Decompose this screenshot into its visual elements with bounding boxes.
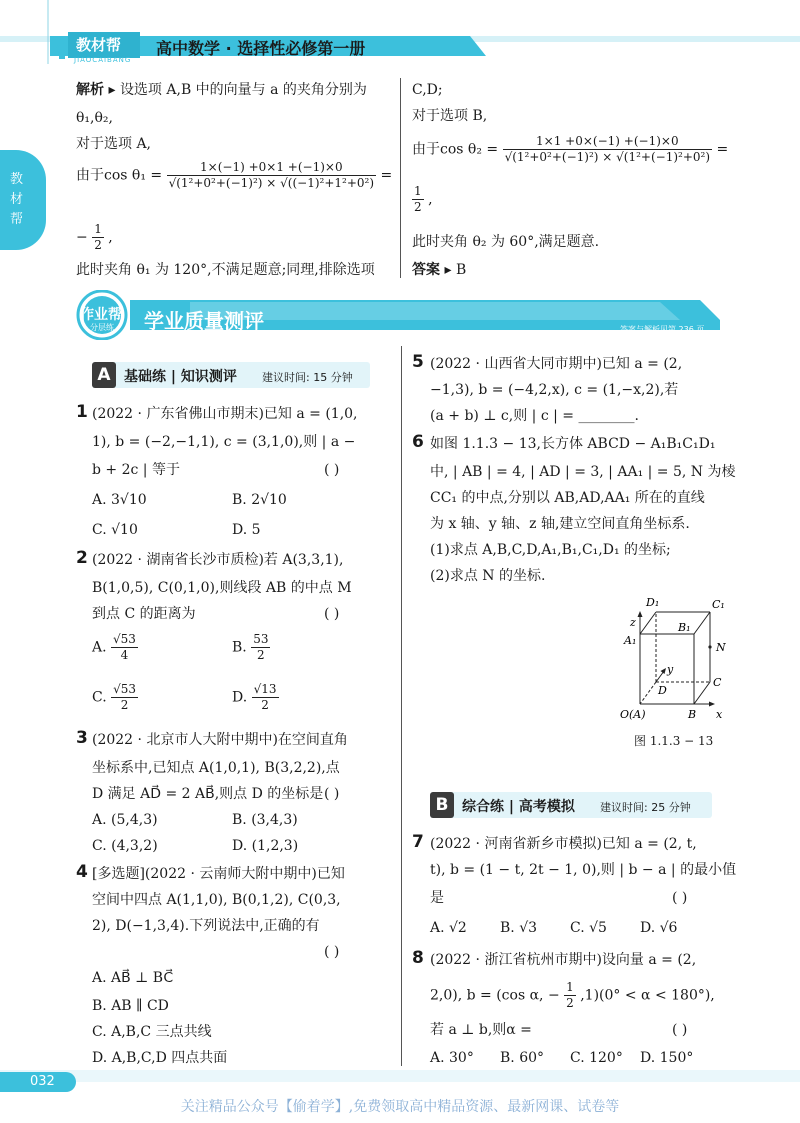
label-n: N bbox=[716, 641, 726, 654]
footer-band bbox=[0, 1070, 800, 1082]
section-badge: 作业帮 bbox=[80, 307, 122, 323]
q8-line3: 若 a ⊥ b,则α = bbox=[430, 1022, 532, 1038]
q5-line2: −1,3), b = (−4,2,x), c = (1,−x,2),若 bbox=[430, 382, 679, 398]
q6-line5: (1)求点 A,B,C,D,A₁,B₁,C₁,D₁ 的坐标; bbox=[430, 542, 671, 558]
q1-option-c[interactable]: C. √10 bbox=[92, 522, 138, 538]
label-z: z bbox=[630, 616, 636, 629]
q3-line2: 坐标系中,已知点 A(1,0,1), B(3,2,2),点 bbox=[92, 760, 340, 776]
q8-option-d[interactable]: D. 150° bbox=[640, 1050, 694, 1066]
q4-line1: [多选题](2022 · 云南师大附中期中)已知 bbox=[92, 866, 345, 882]
header-logo: 教材帮 bbox=[76, 36, 122, 54]
label-y: y bbox=[667, 663, 674, 676]
q2-line2: B(1,0,5), C(0,1,0),则线段 AB 的中点 M bbox=[92, 580, 352, 596]
q6-line2: 中, | AB | = 4, | AD | = 3, | AA₁ | = 5, N 为棱 bbox=[430, 464, 736, 480]
edge-bc bbox=[694, 682, 710, 704]
y-arrow-icon bbox=[661, 668, 667, 674]
q2-option-c[interactable]: C. $\frac{√53}{2}$ bbox=[92, 682, 137, 712]
q3-option-a[interactable]: A. (5,4,3) bbox=[92, 812, 158, 828]
q1-option-d[interactable]: D. 5 bbox=[232, 522, 261, 538]
q2-option-d[interactable]: D. $\frac{√13}{2}$ bbox=[232, 682, 277, 712]
q8-line2: 2,0), b = (cos α, − $\frac{1}{2}$ ,1)(0° < α < 180°), bbox=[430, 980, 715, 1010]
point-n bbox=[708, 645, 711, 648]
q5-line1: (2022 · 山西省大同市期中)已知 a = (2, bbox=[430, 356, 683, 372]
edge-b1c1 bbox=[694, 612, 710, 634]
partB-title: 综合练 | 高考模拟 bbox=[462, 799, 575, 815]
cos2-result: $\frac{1}{2}$ , bbox=[414, 184, 433, 214]
edge-ad bbox=[640, 682, 656, 704]
q8-bracket: ( ) bbox=[672, 1022, 688, 1038]
x-arrow-icon bbox=[709, 702, 715, 707]
cos1-fraction: $\frac{1\times(-1) +0\times 1 +(-1)\times 0}{\text{√(1²+0²+(−1)²) × √((−1)²+1²+0²)}}$ bbox=[168, 160, 375, 190]
q5-number: 5 bbox=[412, 352, 424, 372]
q4-option-d[interactable]: D. A,B,C,D 四点共面 bbox=[92, 1050, 228, 1066]
q7-option-d[interactable]: D. √6 bbox=[640, 920, 678, 936]
q3-option-c[interactable]: C. (4,3,2) bbox=[92, 838, 158, 854]
section-note: 答案与解析见第 236 页 bbox=[620, 325, 705, 334]
q2-line3: 到点 C 的距离为 bbox=[92, 606, 196, 622]
q3-number: 3 bbox=[76, 728, 88, 748]
q2-number: 2 bbox=[76, 548, 88, 568]
q4-line3: 2), D(−1,3,4).下列说法中,正确的有 bbox=[92, 918, 320, 934]
q6-number: 6 bbox=[412, 432, 424, 452]
edge-a1d1 bbox=[640, 612, 656, 634]
label-b1: B₁ bbox=[678, 621, 691, 634]
page-number: 032 bbox=[30, 1074, 55, 1089]
q3-option-b[interactable]: B. (3,4,3) bbox=[232, 812, 298, 828]
q4-number: 4 bbox=[76, 862, 88, 882]
q2-bracket: ( ) bbox=[324, 606, 340, 622]
cos1-formula: 由于cos θ₁ = $\frac{1\times(-1) +0\times 1 +(-1)\times 0}{\text{√(1²+0²+(−1)²) × √((−1)²+1²+0²)}}$ = bbox=[76, 160, 393, 190]
q7-option-b[interactable]: B. √3 bbox=[500, 920, 538, 936]
answer-label: 答案 bbox=[412, 262, 440, 278]
q3-line3: D 满足 AD⃗ = 2 AB⃗,则点 D 的坐标是 bbox=[92, 786, 324, 802]
q7-option-a[interactable]: A. √2 bbox=[430, 920, 467, 936]
header-logo-en: JIAOCAIBANG bbox=[74, 56, 132, 64]
q6-line3: CC₁ 的中点,分别以 AB,AD,AA₁ 所在的直线 bbox=[430, 490, 705, 506]
figure-caption: 图 1.1.3 − 13 bbox=[634, 734, 714, 748]
q8-option-b[interactable]: B. 60° bbox=[500, 1050, 545, 1066]
label-c: C bbox=[713, 676, 722, 689]
answer-line bbox=[412, 260, 466, 280]
q2-option-a[interactable]: A. $\frac{√53}{4}$ bbox=[92, 632, 136, 662]
q6-line1: 如图 1.1.3 − 13,长方体 ABCD − A₁B₁C₁D₁ bbox=[430, 436, 716, 452]
q2-line1: (2022 · 湖南省长沙市质检)若 A(3,3,1), bbox=[92, 552, 344, 568]
q4-line2: 空间中四点 A(1,1,0), B(0,1,2), C(0,3, bbox=[92, 892, 341, 908]
book-title: 高中数学 · 选择性必修第一册 bbox=[156, 39, 366, 58]
lightbulb-icon bbox=[55, 42, 69, 62]
q7-line2: t), b = (1 − t, 2t − 1, 0),则 | b − a | 的最小值 bbox=[430, 862, 737, 878]
solution-r1: C,D; bbox=[412, 82, 443, 98]
q7-number: 7 bbox=[412, 832, 424, 852]
q2-option-b[interactable]: B. $\frac{53}{2}$ bbox=[232, 632, 269, 662]
q7-bracket: ( ) bbox=[672, 890, 688, 906]
solution-r2: 对于选项 B, bbox=[412, 108, 488, 124]
label-b: B bbox=[688, 708, 697, 721]
q7-option-c[interactable]: C. √5 bbox=[570, 920, 607, 936]
q1-option-b[interactable]: B. 2√10 bbox=[232, 492, 287, 508]
q1-number: 1 bbox=[76, 402, 88, 422]
solution-r4: 此时夹角 θ₂ 为 60°,满足题意. bbox=[412, 234, 600, 250]
section-title: 学业质量测评 bbox=[144, 309, 264, 333]
partA-letter: A bbox=[92, 362, 116, 388]
partA-title: 基础练 | 知识测评 bbox=[124, 369, 237, 385]
label-d1: D₁ bbox=[646, 596, 660, 609]
label-o: O(A) bbox=[620, 708, 646, 721]
q3-option-d[interactable]: D. (1,2,3) bbox=[232, 838, 299, 854]
column-divider-top bbox=[400, 78, 401, 278]
q6-line6: (2)求点 N 的坐标. bbox=[430, 568, 546, 584]
q4-option-c[interactable]: C. A,B,C 三点共线 bbox=[92, 1024, 212, 1040]
q7-line3: 是 bbox=[430, 890, 444, 906]
column-divider-main bbox=[401, 346, 402, 1066]
q8-option-a[interactable]: A. 30° bbox=[430, 1050, 474, 1066]
q1-line3: b + 2c | 等于 bbox=[92, 462, 180, 478]
solution-line-3: 对于选项 A, bbox=[76, 136, 152, 152]
partA-time: 建议时间: 15 分钟 bbox=[262, 371, 353, 384]
q7-line1: (2022 · 河南省新乡市模拟)已知 a = (2, t, bbox=[430, 836, 697, 852]
section-badge-sub: 分层练 bbox=[90, 323, 114, 332]
q3-line1: (2022 · 北京市人大附中期中)在空间直角 bbox=[92, 732, 348, 748]
q8-number: 8 bbox=[412, 948, 424, 968]
header-bar bbox=[0, 0, 800, 64]
cos2-formula: 由于cos θ₂ = $\frac{1\times 1 +0\times(-1) +(-1)\times 0}{\text{√(1²+0²+(−1)²) × √(1²+(−1)²+0²)}}$ = bbox=[412, 134, 729, 164]
triangle-icon: ▸ bbox=[108, 82, 116, 98]
q8-line1: (2022 · 浙江省杭州市期中)设向量 a = (2, bbox=[430, 952, 697, 968]
q4-option-b[interactable]: B. AB ∥ CD bbox=[92, 998, 169, 1014]
cos2-fraction: $\frac{1\times 1 +0\times(-1) +(-1)\times 0}{\text{√(1²+0²+(−1)²) × √(1²+(−1)²+0²)}}$ bbox=[504, 134, 711, 164]
answer-value: B bbox=[455, 262, 467, 278]
solution-line-5: 此时夹角 θ₁ 为 120°,不满足题意;同理,排除选项 bbox=[76, 262, 375, 278]
label-x: x bbox=[716, 708, 723, 721]
label-a1: A₁ bbox=[624, 634, 637, 647]
q4-option-a[interactable]: A. AB⃗ ⊥ BC⃗ bbox=[92, 970, 174, 986]
label-c1: C₁ bbox=[712, 598, 725, 611]
q1-line1: (2022 · 广东省佛山市期末)已知 a = (1,0, bbox=[92, 406, 358, 422]
solution-line-2: θ₁,θ₂, bbox=[76, 110, 113, 126]
cuboid-figure bbox=[620, 594, 730, 728]
partB-letter: B bbox=[430, 792, 454, 818]
q1-bracket: ( ) bbox=[324, 462, 340, 478]
q4-bracket: ( ) bbox=[324, 944, 340, 960]
side-tab-label: 教材帮 bbox=[10, 172, 24, 227]
jiexi-label: 解析 bbox=[76, 82, 104, 98]
partB-time: 建议时间: 25 分钟 bbox=[600, 801, 691, 814]
q5-line3: (a + b) ⊥ c,则 | c | = ________. bbox=[430, 408, 639, 424]
q6-line4: 为 x 轴、y 轴、z 轴,建立空间直角坐标系. bbox=[430, 516, 690, 532]
solution-line-1: 解析 ▸ 设选项 A,B 中的向量与 a 的夹角分别为 bbox=[76, 82, 367, 98]
q1-line2: 1), b = (−2,−1,1), c = (3,1,0),则 | a − bbox=[92, 434, 356, 450]
watermark: 关注精品公众号【偷着学】,免费领取高中精品资源、最新网课、试卷等 bbox=[180, 1099, 620, 1115]
cos1-result: − $\frac{1}{2}$ , bbox=[76, 222, 113, 252]
q3-bracket: ( ) bbox=[324, 786, 340, 802]
label-d: D bbox=[658, 684, 667, 697]
q1-option-a[interactable]: A. 3√10 bbox=[92, 492, 147, 508]
triangle-icon: ▸ bbox=[444, 262, 452, 278]
q8-option-c[interactable]: C. 120° bbox=[570, 1050, 623, 1066]
z-arrow-icon bbox=[638, 611, 643, 617]
